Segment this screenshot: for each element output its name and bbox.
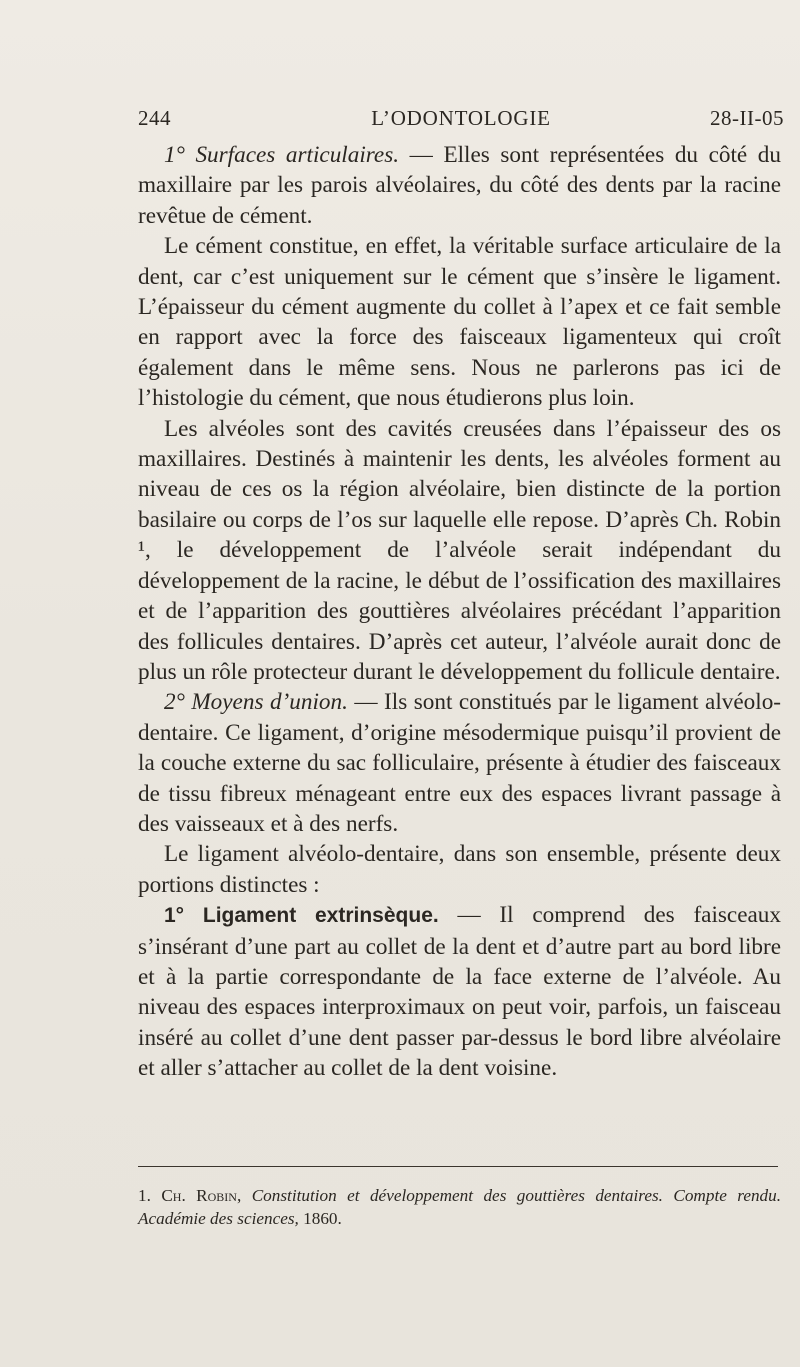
footnote-author: Ch. Robin, — [161, 1186, 242, 1205]
paragraph-ligament-extrinseque — [138, 900, 781, 1083]
paragraph-text: Le cément constitue, en effet, la véritable surface articulaire de la dent, car c’est uniquement sur le cément que s’insère le ligament. L’épaisseur du cément augmente du collet à l’apex et ce fait semble en rapport avec la force des faisceaux ligamenteux qui croît également dans le même sens. Nous ne parlerons pas ici de l’histologie du cément, que nous étudierons plus loin. — [138, 233, 781, 412]
paragraph-cement — [138, 231, 781, 413]
footnote-separator — [138, 1166, 778, 1167]
body-text — [138, 140, 781, 1084]
paragraph-text: — Ils sont constitués par le ligament alvéolo-dentaire. Ce ligament, d’origine mésodermique puisqu’il provient de la couche externe du sac folliculaire, présente à étudier des faisceaux de tissu fibreux ménageant entre eux des espaces livrant passage à des vaisseaux et à des nerfs. — [138, 689, 782, 837]
running-title: L’ODONTOLOGIE — [371, 106, 551, 130]
section-lead-ligament: 1° Ligament extrinsèque. — [164, 904, 439, 928]
paragraph-text: — Elles sont représentées du côté du maxillaire par les parois alvéolaires, du côté des dents par la racine revêtue de cément. — [138, 142, 781, 229]
footnote-title: Constitution et développement des gouttières dentaires. Compte rendu. Académie des sciences, — [138, 1186, 782, 1228]
paragraph-text: — Il comprend des faisceaux s’insérant d’une part au collet de la dent et d’autre part au bord libre et à la partie correspondante de la face externe de l’alvéole. Au niveau des espaces interproximaux on peut voir, parfois, un faisceau inséré au collet d’une dent passer par-dessus le bord libre alvéolaire et aller s’attacher au collet de la dent voisine. — [138, 902, 781, 1082]
section-lead-moyens: 2° Moyens d’union. — [164, 689, 348, 716]
paragraph-text: Le ligament alvéolo-dentaire, dans son ensemble, présente deux portions distinctes : — [138, 841, 781, 898]
footnote-number: 1. — [138, 1186, 151, 1205]
running-header — [138, 106, 784, 136]
footnote-year: 1860. — [298, 1209, 342, 1228]
issue-date: 28-II-05 — [710, 106, 784, 130]
paragraph-alveoles — [138, 414, 781, 688]
paragraph-moyens-union — [138, 687, 781, 839]
footnote — [138, 1184, 781, 1230]
paragraph-text: Les alvéoles sont des cavités creusées dans l’épaisseur des os maxillaires. Destinés à maintenir les dents, les alvéoles forment au niveau de ces os la région alvéolaire, bien distincte de la portion basilaire ou corps de l’os sur laquelle elle repose. D’après Ch. Robin ¹, le développement de l’alvéole serait indépendant du développement de la racine, le début de l’ossification des maxillaires et de l’apparition des gouttières alvéolaires précédant l’apparition des follicules dentaires. D’après cet auteur, l’alvéole aurait donc de plus un rôle protecteur durant le développement du follicule dentaire. — [138, 415, 781, 685]
section-lead-surfaces: 1° Surfaces articulaires. — [164, 142, 400, 168]
page-number: 244 — [138, 106, 171, 130]
paragraph-ligament-intro — [138, 839, 781, 900]
paragraph-surfaces-articulaires — [138, 140, 781, 231]
